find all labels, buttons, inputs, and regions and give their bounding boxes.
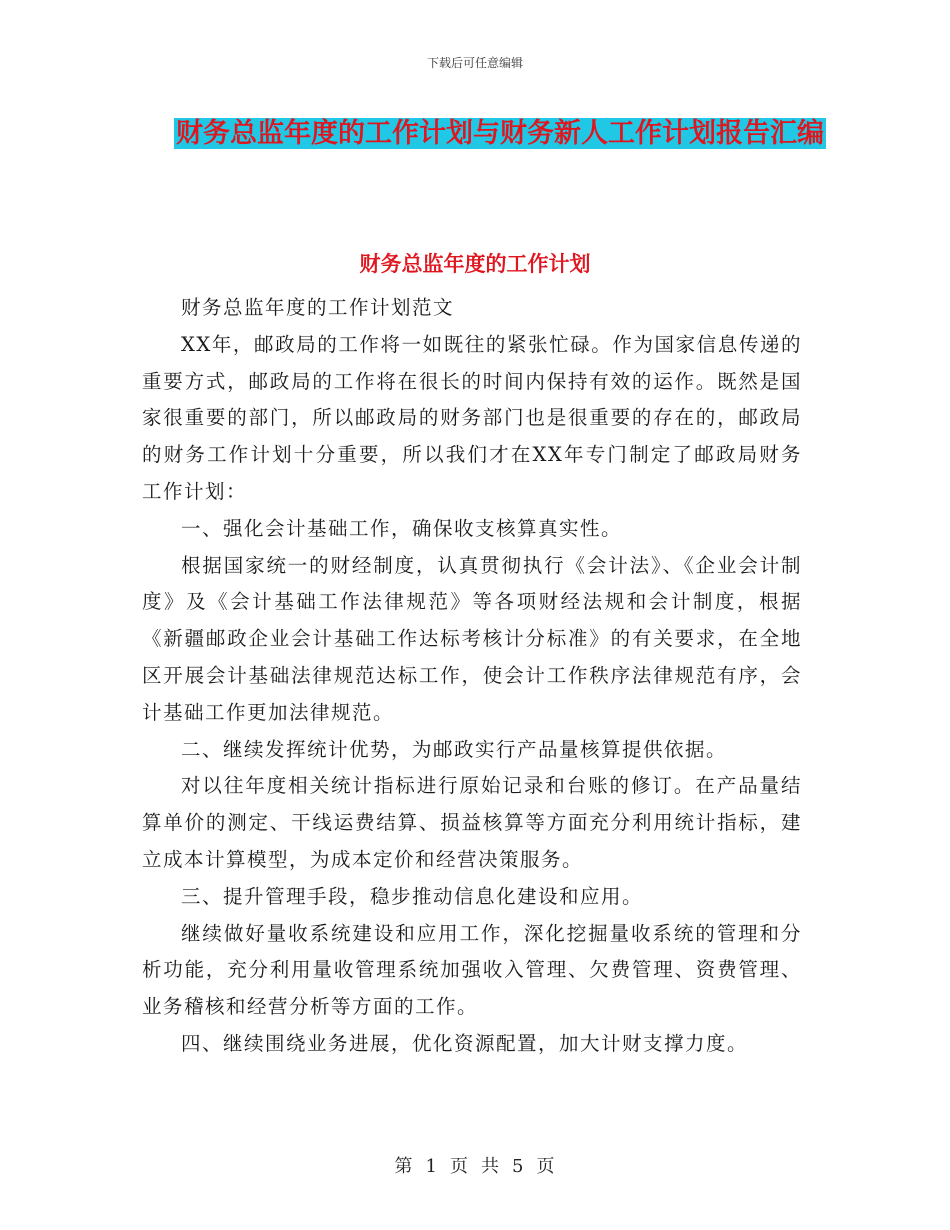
footer-label-total: 共 [481,1156,500,1177]
paragraph: 一、强化会计基础工作，确保收支核算真实性。 [181,516,623,540]
footer-label-page: 第 [394,1156,414,1177]
document-title-text: 财务总监年度的工作计划与财务新人工作计划报告汇编 [176,118,824,149]
paragraph: 三、提升管理手段，稳步推动信息化建设和应用。 [181,884,644,908]
paragraph: 对以往年度相关统计指标进行原始记录和台账的修订。在产品量结算单价的测定、干线运费结算、损益核算等方面充分利用统计指标，建立成本计算模型，为成本定价和经营决策服务。 [142,774,802,871]
section-title: 财务总监年度的工作计划 [359,252,591,276]
page-number-footer [0,1152,950,1178]
footer-label-pages-end: 页 [536,1156,556,1177]
footer-label-of: 页 [450,1156,469,1177]
document-title [120,110,880,158]
footer-total-pages: 5 [512,1156,525,1177]
paragraph: 二、继续发挥统计优势，为邮政实行产品量核算提供依据。 [181,737,728,761]
paragraph: 财务总监年度的工作计划范文 [181,296,455,319]
document-body [142,290,802,1063]
paragraph: 根据国家统一的财经制度，认真贯彻执行《会计法》、《企业会计制度》及《会计基础工作法律规范》等各项财经法规和会计制度，根据《新疆邮政企业会计基础工作达标考核计分标准》的有关要求，在全地区开展会计基础法律规范达标工作，使会计工作秩序法律规范有序，会计基础工作更加法律规范。 [142,553,802,724]
paragraph: XX年，邮政局的工作将一如既往的紧张忙碌。作为国家信息传递的重要方式，邮政局的工作将在很长的时间内保持有效的运作。既然是国家很重要的部门，所以邮政局的财务部门也是很重要的存在的，邮政局的财务工作计划十分重要，所以我们才在XX年专门制定了邮政局财务工作计划： [142,332,802,503]
header-note: 下载后可任意编辑 [426,56,523,70]
paragraph: 继续做好量收系统建设和应用工作，深化挖掘量收系统的管理和分析功能，充分利用量收管理系统加强收入管理、欠费管理、资费管理、业务稽核和经营分析等方面的工作。 [142,921,802,1019]
footer-current-page: 1 [425,1156,438,1177]
paragraph: 四、继续围绕业务进展，优化资源配置，加大计财支撑力度。 [181,1031,749,1055]
